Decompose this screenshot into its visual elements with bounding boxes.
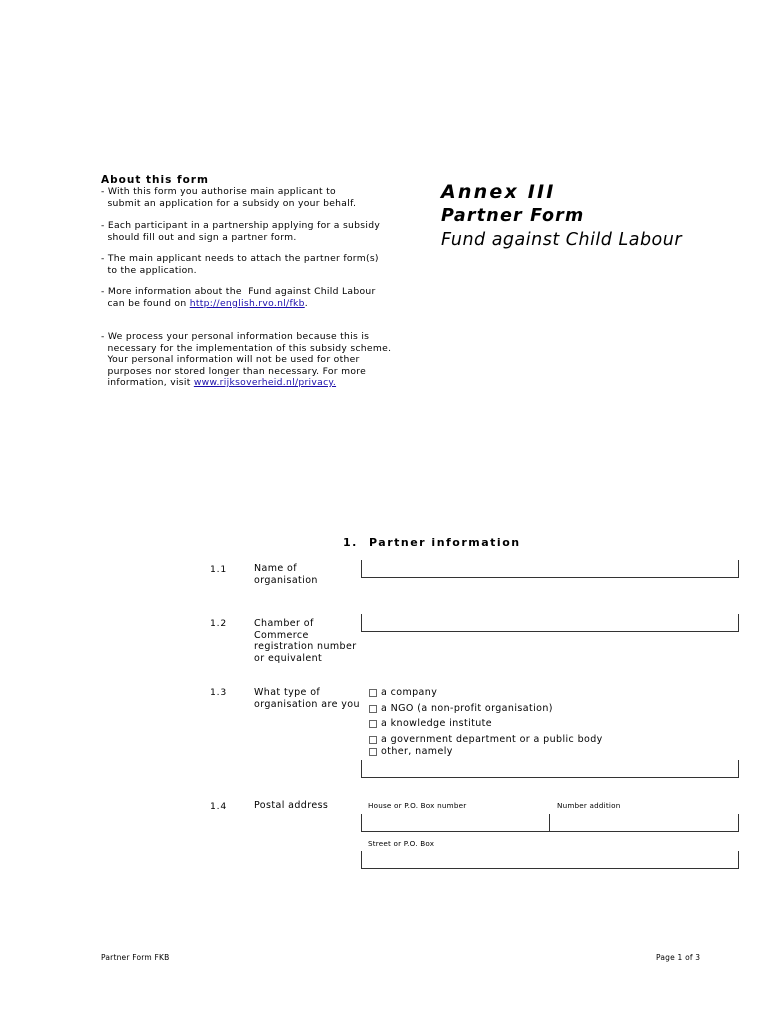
about-paragraph-1: - With this form you authorise main applicant to submit an application for a subsidy on your behalf.: [101, 186, 357, 209]
more-info-link[interactable]: http://english.rvo.nl/fkb: [189, 297, 305, 309]
section-number: 1.: [343, 536, 358, 549]
checkbox-icon[interactable]: [369, 748, 377, 756]
checkbox-icon[interactable]: [369, 705, 377, 713]
org-type-option-government[interactable]: [369, 734, 603, 745]
footer-form-name: Partner Form FKB: [101, 953, 170, 962]
question-label-1-4: Postal address: [254, 800, 329, 811]
annex-title: Annex III: [441, 181, 556, 203]
form-name: Partner Form: [441, 206, 585, 226]
checkbox-icon[interactable]: [369, 689, 377, 697]
option-label: a government department or a public body: [381, 734, 603, 745]
house-number-label: House or P.O. Box number: [368, 801, 467, 810]
org-type-option-company[interactable]: [369, 687, 437, 698]
privacy-link[interactable]: www.rijksoverheid.nl/privacy.: [193, 377, 337, 388]
question-number-1-3: 1.3: [210, 687, 228, 698]
option-label: other, namely: [381, 746, 453, 757]
privacy-text: - We process your personal information because this is necessary for the implementation of this subsidy scheme. Your personal information will not be used for other purposes nor stored longer than necessary. For more information, visit: [101, 331, 392, 388]
org-type-option-other[interactable]: [369, 746, 453, 757]
checkbox-icon[interactable]: [369, 736, 377, 744]
about-title: About this form: [101, 174, 209, 186]
house-number-field[interactable]: [361, 814, 550, 832]
question-label-1-1: Name of organisation: [254, 563, 318, 586]
org-type-option-ngo[interactable]: [369, 703, 553, 714]
fund-name: Fund against Child Labour: [441, 230, 683, 250]
question-label-1-2: Chamber of Commerce registration number or equivalent: [254, 618, 357, 664]
question-number-1-4: 1.4: [210, 801, 228, 812]
about-paragraph-more-info: [101, 286, 401, 309]
more-info-end: .: [304, 297, 308, 309]
checkbox-icon[interactable]: [369, 720, 377, 728]
number-addition-label: Number addition: [557, 801, 621, 810]
other-type-field[interactable]: [361, 760, 739, 778]
org-type-option-knowledge-institute[interactable]: [369, 718, 492, 729]
option-label: a NGO (a non-profit organisation): [381, 703, 553, 714]
street-field[interactable]: [361, 851, 739, 869]
more-info-text: - More information about the Fund against Child Labour can be found on: [101, 286, 376, 309]
about-paragraph-2: - Each participant in a partnership applying for a subsidy should fill out and sign a partner form.: [101, 220, 381, 243]
organisation-name-field[interactable]: [361, 560, 739, 578]
question-number-1-2: 1.2: [210, 618, 228, 629]
question-label-1-3: What type of organisation are you: [254, 687, 360, 710]
footer-page-number: Page 1 of 3: [656, 953, 701, 962]
street-label: Street or P.O. Box: [368, 839, 435, 848]
question-number-1-1: 1.1: [210, 564, 228, 575]
number-addition-field[interactable]: [549, 814, 739, 832]
option-label: a knowledge institute: [381, 718, 493, 729]
section-title: Partner information: [369, 536, 521, 549]
about-paragraph-3: - The main applicant needs to attach the partner form(s) to the application.: [101, 253, 379, 276]
chamber-of-commerce-field[interactable]: [361, 614, 739, 632]
option-label: a company: [381, 687, 438, 698]
about-paragraph-privacy: [101, 331, 401, 389]
